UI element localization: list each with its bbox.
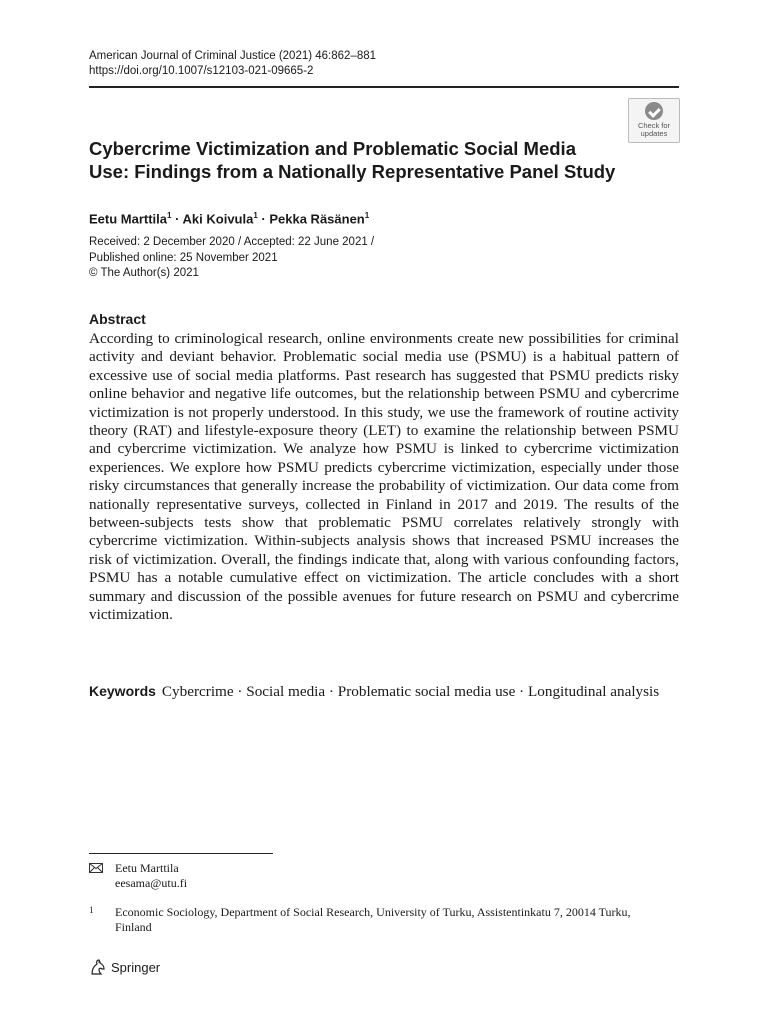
check-for-updates-badge[interactable] [628, 98, 680, 143]
author-name[interactable]: Pekka Räsänen [269, 211, 365, 227]
publisher-name: Springer [111, 960, 161, 975]
abstract-body: According to criminological research, online environments create new possibilities for criminal activity and deviant behavior. Problematic social media use (PSMU) is a habitual pattern of excessive use of social media platforms. Past research has suggested that PSMU predicts risky online behavior and negative life outcomes, but the relationship between PSMU and cybercrime victimization is not properly understood. In this study, we use the framework of routine activity theory (RAT) and lifestyle-exposure theory (LET) to examine the relationship between PSMU and cybercrime victimization. We analyze how PSMU is linked to cybercrime victimization experiences. We explore how PSMU predicts cybercrime victimization, especially under those risky circumstances that generally increase the probability of victimization. Our data come from nationally representative surveys, collected in Finland in 2017 and 2019. The results of the between-subjects tests show that problematic PSMU correlates relatively strongly with cybercrime victimization. Within-subjects analysis shows that increased PSMU increases the risk of victimization. Overall, the findings indicate that, along with various confounding factors, PSMU has a notable cumulative effect on victimization. The article concludes with a short summary and discussion of the possible avenues for future research on PSMU and cybercrime victimization. [89, 330, 679, 624]
publication-dates [89, 235, 374, 282]
keywords-text: Cybercrime · Social media · Problematic social media use · Longitudinal analysis [161, 683, 660, 700]
keywords-section [89, 682, 679, 701]
title-line-2: Use: Findings from a Nationally Representative Panel Study [89, 161, 616, 182]
article-title [89, 137, 629, 183]
author-name[interactable]: Eetu Marttila [89, 211, 168, 227]
corresponding-name: Eetu Marttila [115, 861, 179, 875]
author-affil-mark: 1 [167, 211, 172, 220]
copyright-line: © The Author(s) 2021 [89, 267, 199, 279]
received-accepted-line: Received: 2 December 2020 / Accepted: 22 June 2021 / [89, 236, 375, 248]
check-updates-line1: Check for [637, 121, 671, 130]
journal-citation [89, 49, 376, 79]
affiliation-text: Economic Sociology, Department of Social Research, University of Turku, Assistentinkatu 7, 20014 Turku, Finland [115, 905, 631, 934]
affiliation-number: 1 [89, 905, 94, 915]
publisher-logo [89, 958, 160, 977]
author-list [89, 207, 369, 228]
springer-horse-icon [89, 958, 107, 976]
doi-link[interactable]: https://doi.org/10.1007/s12103-021-09665-2 [89, 65, 314, 77]
author-separator: · [171, 211, 183, 227]
keywords-label: Keywords [89, 683, 156, 699]
envelope-icon [89, 863, 103, 873]
author-name[interactable]: Aki Koivula [182, 211, 254, 227]
title-line-1: Cybercrime Victimization and Problematic Social Media [89, 138, 576, 159]
header-rule [89, 86, 679, 88]
published-online-line: Published online: 25 November 2021 [89, 251, 278, 264]
footnote-rule [89, 853, 273, 854]
check-for-updates-icon [645, 102, 663, 120]
journal-line: American Journal of Criminal Justice (2021) 46:862–881 [89, 50, 377, 62]
author-separator: · [257, 211, 270, 227]
author-affil-mark: 1 [364, 211, 370, 220]
check-updates-line2: updates [640, 129, 668, 138]
author-affil-mark: 1 [253, 211, 258, 220]
corresponding-email[interactable]: eesama@utu.fi [115, 876, 188, 890]
abstract-heading: Abstract [89, 311, 146, 327]
